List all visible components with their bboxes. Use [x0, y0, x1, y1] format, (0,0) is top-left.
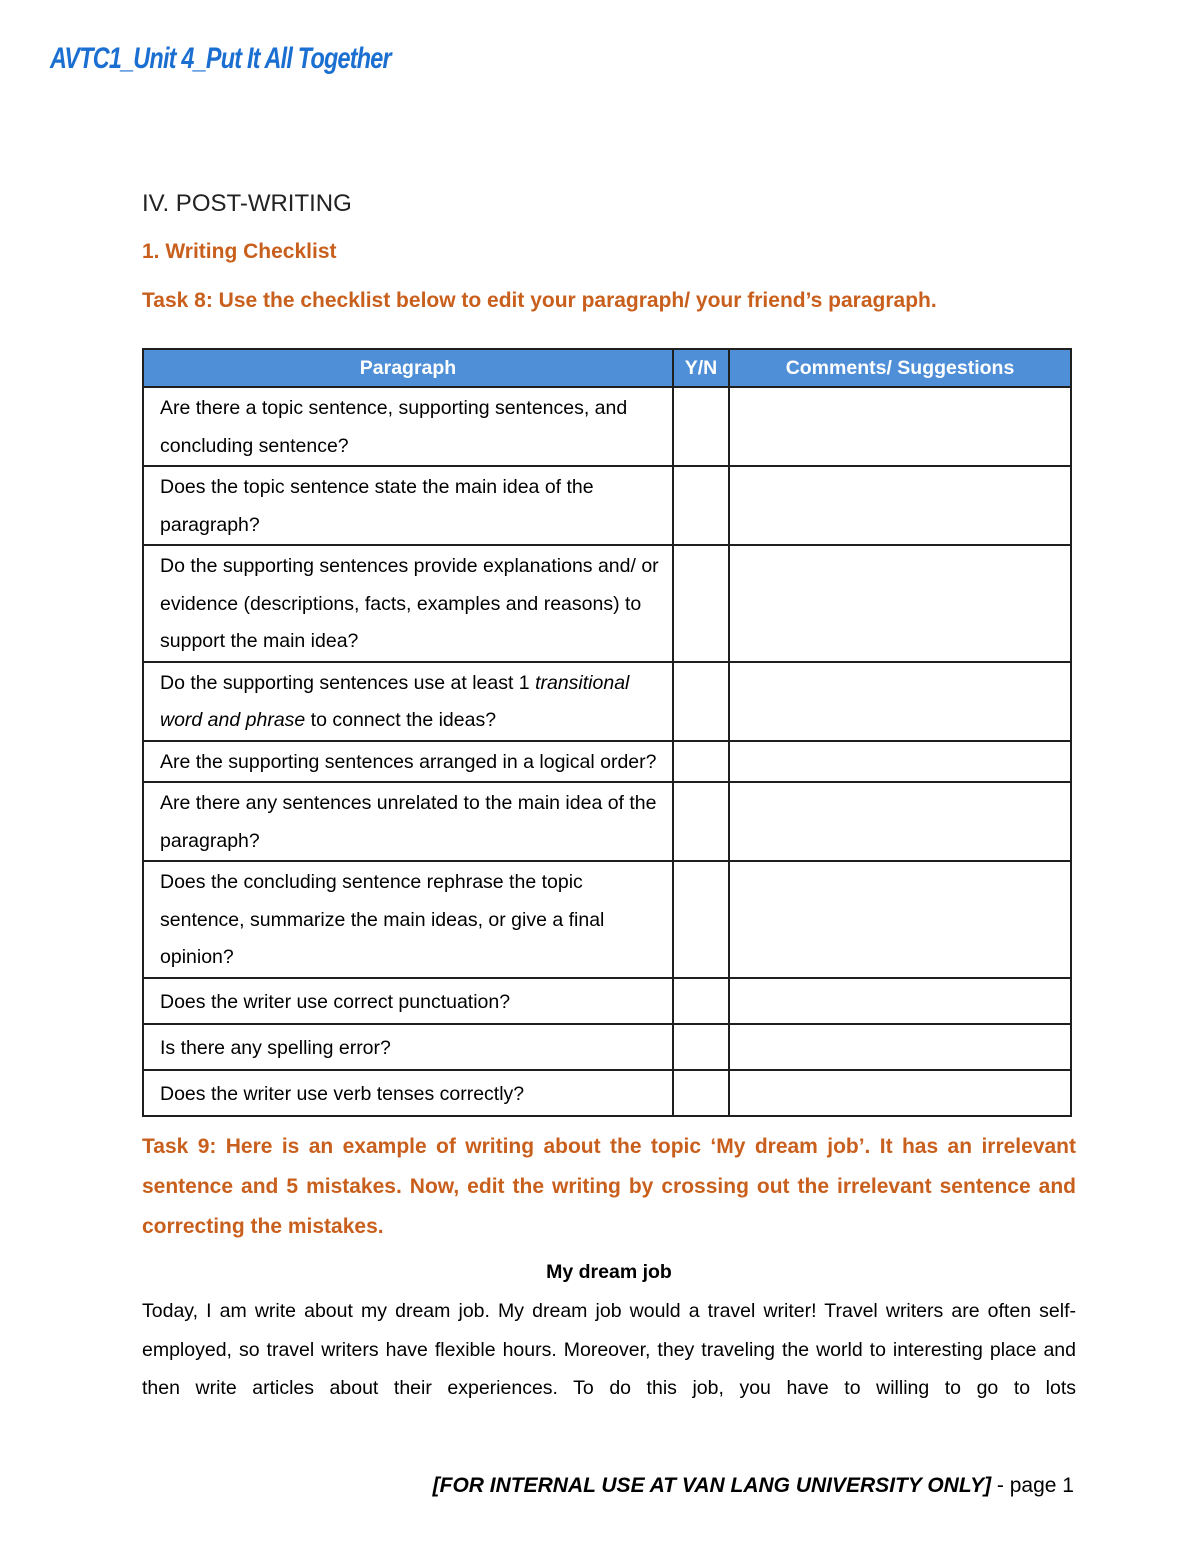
comment-cell[interactable]: [729, 1024, 1071, 1070]
task-8-instruction: Task 8: Use the checklist below to edit your paragraph/ your friend’s paragraph.: [142, 289, 937, 312]
task-9-instruction: Task 9: Here is an example of writing about the topic ‘My dream job’. It has an irrelevant sentence and 5 mistakes. Now, edit the writing by crossing out the irrelevant sentence and correcting the mistakes.: [142, 1135, 1076, 1238]
question-cell: Does the writer use verb tenses correctly?: [143, 1070, 673, 1116]
yn-cell[interactable]: [673, 387, 729, 466]
page-footer: [433, 1474, 1074, 1498]
table-row: [143, 545, 1071, 662]
comment-cell[interactable]: [729, 466, 1071, 545]
question-cell: Are the supporting sentences arranged in a logical order?: [143, 741, 673, 783]
question-cell: Does the writer use correct punctuation?: [143, 978, 673, 1024]
yn-cell[interactable]: [673, 662, 729, 741]
essay-body: Today, I am write about my dream job. My dream job would a travel writer! Travel writers are often self-employed, so travel writers have flexible hours. Moreover, they traveling the world to interesting place and then write articles about their experiences. To do this job, you have to willing to go to lots: [142, 1300, 1076, 1399]
question-cell: Do the supporting sentences provide explanations and/ or evidence (descriptions, facts, examples and reasons) to support the main idea?: [143, 545, 673, 662]
question-cell: Does the topic sentence state the main idea of the paragraph?: [143, 466, 673, 545]
table-row: [143, 387, 1071, 466]
table-row: [143, 466, 1071, 545]
question-text-pre: Do the supporting sentences use at least 1: [160, 671, 536, 694]
column-header-comments: Comments/ Suggestions: [729, 349, 1071, 387]
question-cell: [143, 662, 673, 741]
section-heading: IV. POST-WRITING: [142, 190, 352, 217]
comment-cell[interactable]: [729, 978, 1071, 1024]
comment-cell[interactable]: [729, 662, 1071, 741]
question-text-post: to connect the ideas?: [305, 709, 497, 731]
column-header-yn: Y/N: [673, 349, 729, 387]
table-row: [143, 662, 1071, 741]
question-text-italic: transitional word and phrase: [160, 671, 630, 731]
question-cell: Does the concluding sentence rephrase the topic sentence, summarize the main ideas, or give a final opinion?: [143, 861, 673, 978]
table-row: [143, 741, 1071, 783]
yn-cell[interactable]: [673, 741, 729, 783]
header-title: AVTC1_Unit 4_Put It All Together: [50, 42, 391, 75]
yn-cell[interactable]: [673, 1024, 729, 1070]
question-cell: Are there a topic sentence, supporting sentences, and concluding sentence?: [143, 387, 673, 466]
question-cell: Is there any spelling error?: [143, 1024, 673, 1070]
comment-cell[interactable]: [729, 782, 1071, 861]
yn-cell[interactable]: [673, 1070, 729, 1116]
table-row: [143, 1024, 1071, 1070]
yn-cell[interactable]: [673, 782, 729, 861]
question-cell: Are there any sentences unrelated to the main idea of the paragraph?: [143, 782, 673, 861]
sub-heading: 1. Writing Checklist: [142, 240, 337, 263]
footer-notice: [FOR INTERNAL USE AT VAN LANG UNIVERSITY ONLY]: [432, 1474, 992, 1497]
footer-page-number: - page 1: [991, 1474, 1074, 1497]
writing-checklist-table: [142, 348, 1072, 1117]
comment-cell[interactable]: [729, 387, 1071, 466]
column-header-paragraph: Paragraph: [143, 349, 673, 387]
table-header-row: [143, 349, 1071, 387]
table-row: [143, 861, 1071, 978]
table-row: [143, 782, 1071, 861]
comment-cell[interactable]: [729, 545, 1071, 662]
yn-cell[interactable]: [673, 861, 729, 978]
comment-cell[interactable]: [729, 741, 1071, 783]
table-row: [143, 978, 1071, 1024]
table-row: [143, 1070, 1071, 1116]
yn-cell[interactable]: [673, 545, 729, 662]
yn-cell[interactable]: [673, 978, 729, 1024]
comment-cell[interactable]: [729, 1070, 1071, 1116]
yn-cell[interactable]: [673, 466, 729, 545]
essay-title: My dream job: [546, 1261, 672, 1283]
comment-cell[interactable]: [729, 861, 1071, 978]
